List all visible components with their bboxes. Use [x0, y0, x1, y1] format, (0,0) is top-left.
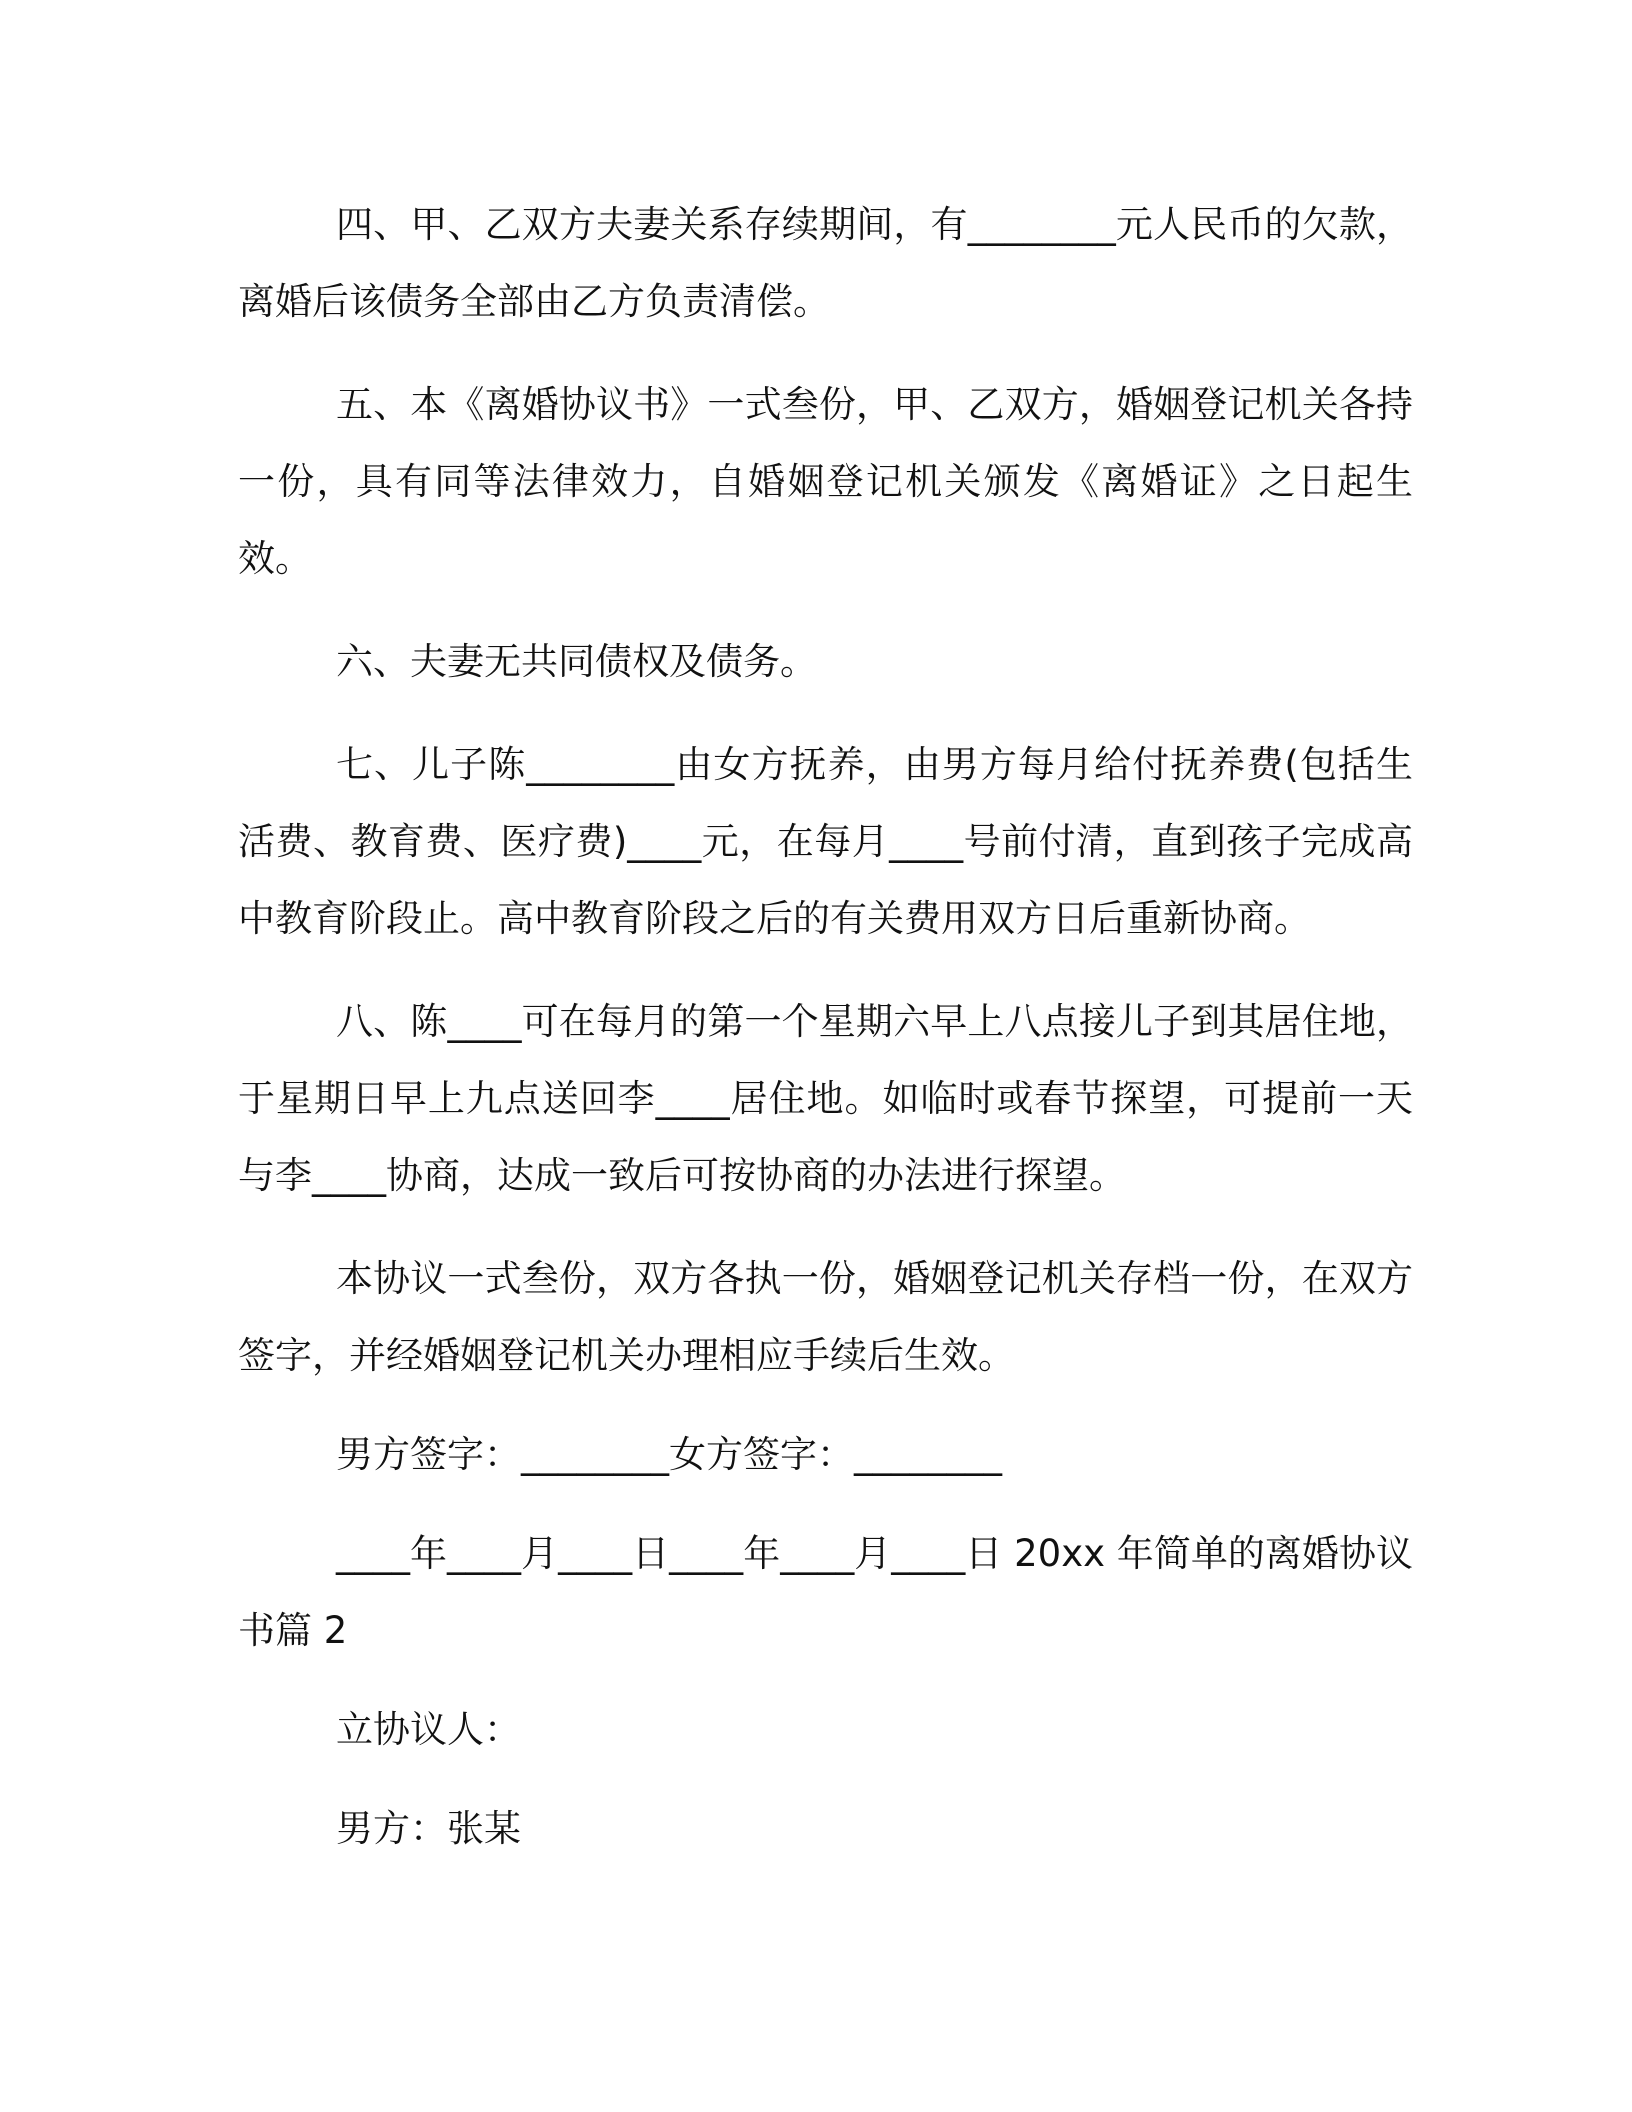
- date-line: ____年____月____日____年____月____日 20xx 年简单的离婚协议书篇 2: [238, 1532, 1413, 1652]
- male-party: 男方：张某: [336, 1807, 521, 1850]
- clause-five: 五、本《离婚协议书》一式叁份，甲、乙双方，婚姻登记机关各持一份，具有同等法律效力，自婚姻登记机关颁发《离婚证》之日起生效。: [238, 383, 1413, 580]
- closing-statement: 本协议一式叁份，双方各执一份，婚姻登记机关存档一份，在双方签字，并经婚姻登记机关办理相应手续后生效。: [238, 1257, 1413, 1377]
- document-body: [238, 186, 1413, 1867]
- signature-line: 男方签字：________女方签字：________: [336, 1433, 1002, 1476]
- parties-heading: 立协议人：: [336, 1708, 521, 1751]
- clause-six: 六、夫妻无共同债权及债务。: [336, 640, 817, 683]
- clause-eight: 八、陈____可在每月的第一个星期六早上八点接儿子到其居住地，于星期日早上九点送回李____居住地。如临时或春节探望，可提前一天与李____协商，达成一致后可按协商的办法进行探望。: [238, 1000, 1413, 1197]
- clause-seven: 七、儿子陈________由女方抚养，由男方每月给付抚养费(包括生活费、教育费、医疗费)____元，在每月____号前付清，直到孩子完成高中教育阶段止。高中教育阶段之后的有关费用双方日后重新协商。: [238, 743, 1413, 940]
- clause-four: 四、甲、乙双方夫妻关系存续期间，有________元人民币的欠款，离婚后该债务全部由乙方负责清偿。: [238, 203, 1413, 323]
